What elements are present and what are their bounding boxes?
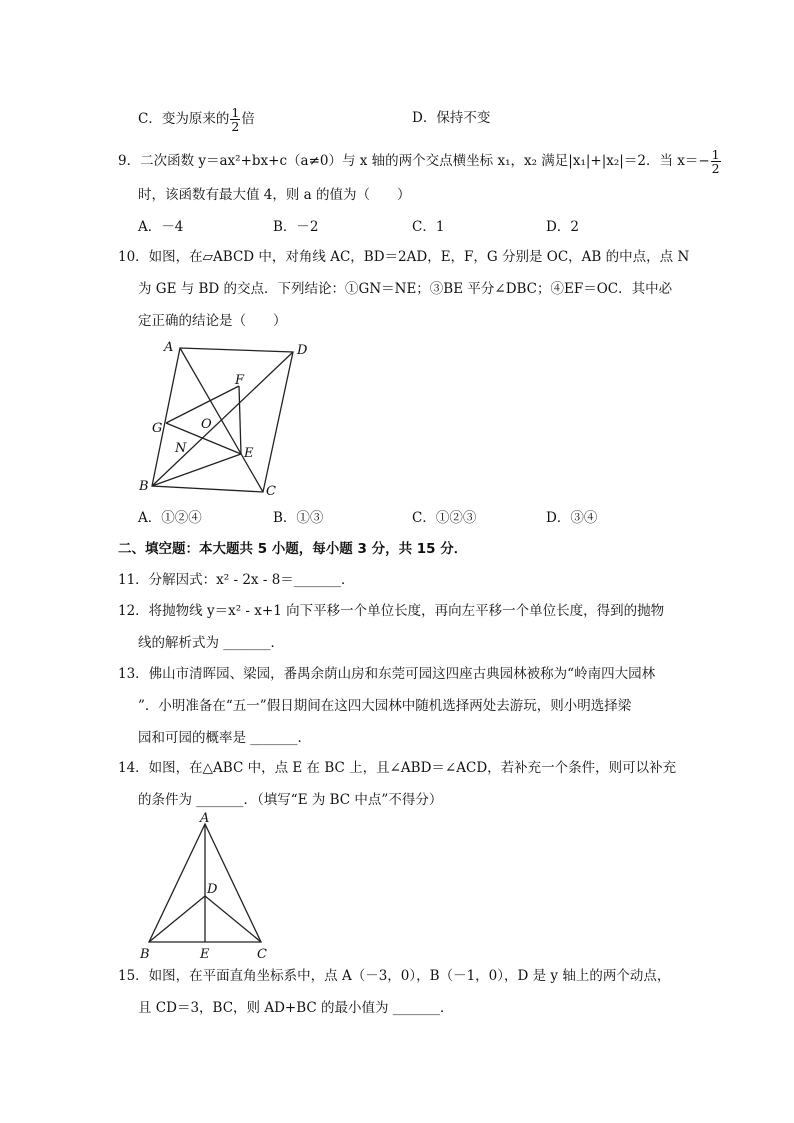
segment-bd — [149, 896, 205, 942]
q9-option-d: D．2 — [546, 219, 579, 235]
label-g: G — [152, 421, 163, 436]
q12-line1: 12．将抛物线 y＝x² - x+1 向下平移一个单位长度，再向左平移一个单位长度，得到的抛物 — [118, 603, 665, 619]
label-o: O — [201, 417, 212, 432]
q8-option-c-fraction: $\frac{1}{2}$ — [231, 105, 240, 134]
label-d: D — [207, 882, 218, 897]
q8-option-c — [138, 106, 255, 133]
q15-line2: 且 CD＝3，BC，则 AD+BC 的最小值为 _______． — [138, 1000, 454, 1016]
q9-line2: 时，该函数有最大值 4，则 a 的值为（ ） — [138, 187, 411, 203]
label-b: B — [140, 947, 150, 962]
q10-line1: 10．如图，在▱ABCD 中，对角线 AC，BD＝2AD，E，F，G 分别是 OC，AB 的中点，点 N — [118, 249, 690, 265]
label-c: C — [266, 484, 276, 499]
q10-parallelogram-figure — [135, 336, 320, 501]
q10-option-a: A．①②④ — [138, 510, 202, 526]
q9-line1 — [118, 148, 722, 175]
q8-option-c-pre: C．变为原来的 — [138, 111, 230, 127]
q12-line2: 线的解析式为 _______． — [138, 635, 285, 651]
q15-line1: 15．如图，在平面直角坐标系中，点 A（－3，0），B（－1，0），D 是 y 轴上的两个动点， — [118, 968, 671, 984]
q9-option-c: C．1 — [412, 219, 445, 235]
q9-line1-text: 9．二次函数 y＝ax²+bx+c（a≠0）与 x 轴的两个交点横坐标 x₁，x₂ 满足|x₁|+|x₂|＝2．当 x＝− — [118, 153, 710, 169]
label-c: C — [257, 947, 267, 962]
label-a: A — [200, 811, 210, 826]
q14-triangle-figure — [135, 810, 270, 962]
q14-line2: 的条件为 _______．（填写“E 为 BC 中点”不得分） — [138, 792, 443, 808]
segment-fe — [239, 386, 241, 454]
q8-option-d: D．保持不变 — [412, 110, 491, 126]
q10-line2: 为 GE 与 BD 的交点．下列结论：①GN＝NE；③BE 平分∠DBC；④EF＝OC．其中必 — [138, 281, 673, 297]
q9-option-a: A．－4 — [138, 219, 184, 235]
label-f: F — [235, 373, 245, 388]
section2-title: 二、填空题：本大题共 5 小题，每小题 3 分，共 15 分． — [118, 541, 468, 557]
segment-cd — [205, 896, 261, 942]
label-e: E — [244, 446, 254, 461]
q10-line3: 定正确的结论是（ ） — [138, 313, 287, 329]
q13-line1: 13．佛山市清晖园、梁园，番禺余荫山房和东莞可园这四座古典园林被称为“岭南四大园林 — [118, 666, 656, 682]
q14-line1: 14．如图，在△ABC 中，点 E 在 BC 上，且∠ABD＝∠ACD，若补充一个条件，则可以补充 — [118, 760, 677, 776]
q13-line2: ”．小明准备在“五一”假日期间在这四大园林中随机选择两处去游玩，则小明选择梁 — [138, 698, 632, 714]
label-e: E — [200, 947, 210, 962]
label-d: D — [297, 343, 308, 358]
q10-option-d: D．③④ — [546, 510, 598, 526]
q9-fraction: $\frac{1}{2}$ — [711, 147, 720, 176]
label-n: N — [175, 441, 187, 456]
q10-option-c: C．①②③ — [412, 510, 477, 526]
label-a: A — [164, 340, 174, 355]
label-b: B — [139, 479, 149, 494]
q11-text: 11．分解因式：x² - 2x - 8＝_______． — [118, 572, 355, 588]
q13-line3: 园和可园的概率是 _______． — [138, 730, 312, 746]
q8-option-c-post: 倍 — [241, 111, 255, 127]
q9-option-b: B．－2 — [273, 219, 319, 235]
q10-option-b: B．①③ — [273, 510, 324, 526]
segment-be — [152, 454, 241, 486]
